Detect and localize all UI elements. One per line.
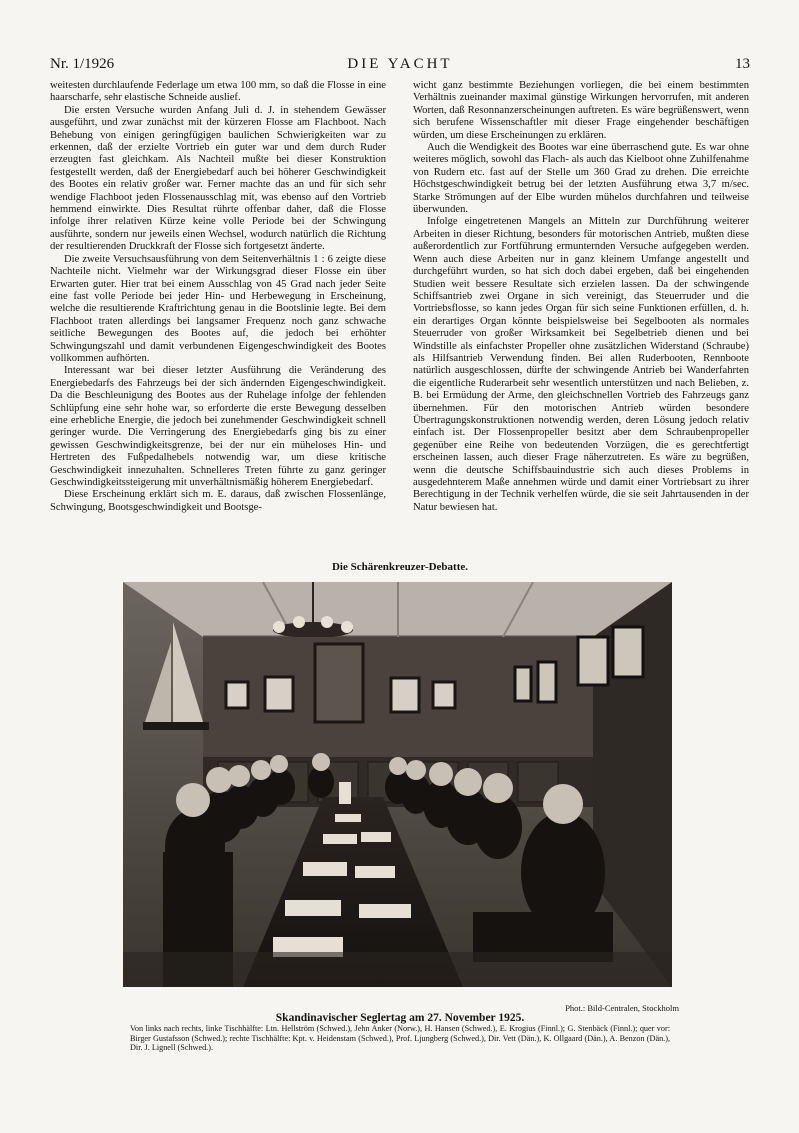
paragraph: Infolge eingetretenen Mangels an Mitteln zur Durchführung weiterer Arbeiten in dieser Richtung, besonders für motorischen Antrieb, mußten diese außerordentlich zur Fortführung ermunternden Versuche aufgegeben werden. Wenn auch diese Arbeiten nur in ganz kleinem Umfange angestellt und durchgeführt wurden, so hat sich doch dabei ergeben, daß bei eingehenden Studien weit bessere Resultate sich erzielen lassen. Da der schwingende Schiffsantrieb zwei Organe in sich vereinigt, das Steuerruder und die Vortriebsflosse, so kann jedes Organ für sich seine Funktionen erfüllen, d. h. ein derartiges Organ könnte beispielsweise bei Segelbooten als normales Steuerruder von großer Wirksamkeit bei Segelbetrieb dienen und bei Windstille als einfachster Propeller ohne zusätzlichen Widerstand (Schraube) als Hilfsantrieb Verwendung finden. Bei allen Ruderbooten, Rennboote natürlich ausgeschlossen, dürfte der schwingende Antrieb bei Wanderfahrten die eigentliche Ruderarbeit sehr wesentlich unterstützen und nach Belieben, z. B. bei Ermüdung der Arme, den gleichschnellen Vortrieb des Fahrzeugs ganz übernehmen. Für den motorischen Antrieb würden besondere Übertragungskonstruktionen notwendig werden, deren Lösung jedoch relativ einfach ist. Der Flossenpropeller besitzt aber dem Schraubenpropeller gegenüber eine Reihe von bedeutenden Vorzügen, die es gerechtfertigt erscheinen lassen, auch dieser Frage näherzutreten. Es wäre zu begrüßen, wenn die deutsche Schiffsbauindustrie sich auch dieses Problems in ausgedehnterem Maße annehmen würde und damit einer Vortriebsart zu ihrer Berechtigung in der Technik verhelfen würde, die sie seit Jahrtausenden in der Natur bewiesen hat.: [413, 216, 749, 513]
page-number: 13: [735, 56, 750, 72]
magazine-title: DIE YACHT: [347, 56, 453, 72]
section-title: Die Schärenkreuzer-Debatte.: [331, 561, 469, 573]
photo-illustration: [123, 582, 672, 987]
photo-caption-title: Skandinavischer Seglertag am 27. November 1925.: [275, 1012, 525, 1024]
page-header: [50, 56, 750, 76]
paragraph: Die zweite Versuchsausführung von dem Seitenverhältnis 1 : 6 zeigte diese Nachteile nicht. Vielmehr war der Wirkungsgrad dieser Flosse ein über Erwarten guter. Hier trat bei einem Ausschlag von 45 Grad nach jeder Seite eine fast volle Periode bei jeder Hin- und Herbewegung in Erscheinung, welche die resultierende Kraftrichtung genau in die Bootslinie legte. Bei dem Flachboot traten allerdings bei langsamer Frequenz noch ganz schwache seitliche Bewegungen des Bootes auf, die jedoch bei erhöhter Schwingungszahl und damit verbundenen Eigengeschwindigkeit des Bootes vollkommen aufhörten.: [50, 253, 386, 364]
paragraph: Die ersten Versuche wurden Anfang Juli d. J. in stehendem Gewässer ausgeführt, und zwar zunächst mit der kürzeren Flosse am Flachboot. Nach Behebung von einigen geringfügigen baulichen Schwierigkeiten war zu erkennen, daß der erzielte Vortrieb ein guter war und dem durch Ruder erzeugten fast gleichkam. Als Nachteil mußte bei dieser Konstruktion festgestellt werden, daß der Energiebedarf auch bei höherer Geschwindigkeit des Bootes ein relativ großer war. Ferner machte das an und für sich sehr wendige Flachboot jeden Flossenausschlag mit, was ebenso auf den Vortrieb hemmend einwirkte. Dies Resultat rührte offenbar daher, daß die Flosse infolge ihrer relativen Kürze keine volle Periode bei der Schwingung ausführte, sondern nur jeweils einen Wechsel, wodurch natürlich die Richtung der resultierenden Druckkraft der Flosse sich fortgesetzt änderte.: [50, 104, 386, 253]
meeting-photo: [123, 582, 672, 987]
paragraph: weitesten durchlaufende Federlage um etwa 100 mm, so daß die Flosse in eine haarscharfe, sehr elastische Schneide auslief.: [50, 80, 386, 104]
issue-number: Nr. 1/1926: [50, 56, 115, 72]
right-column: [413, 80, 749, 514]
paragraph: wicht ganz bestimmte Beziehungen vorliegen, die bei einem bestimmten Verhältnis zueinander maximal günstige Wirkungen hervorrufen, mit anderen Worten, daß Resonnanzerscheinungen auftreten. Es wäre begrüßenswert, wenn sich berufene Wissenschaftler mit dieser Frage eingehender beschäftigen würden, um diese Erscheinungen zu erklären.: [413, 80, 749, 141]
paragraph: Diese Erscheinung erklärt sich m. E. daraus, daß zwischen Flossenlänge, Schwingung, Bootsgeschwindigkeit und Bootsge-: [50, 489, 386, 513]
photo-credit: Phot.: Bild-Centralen, Stockholm: [565, 1003, 679, 1013]
photo-caption-names: Von links nach rechts, linke Tischhälfte: Ltn. Hellström (Schwed.), Jehn Anker (Norw.), H. Hansen (Schwed.), E. Krogius (Finnl.); G. Stenbäck (Finnl.); quer vor: Birger Gustafsson (Schwed.); rechte Tischhälfte: Kpt. v. Heidenstam (Schwed.), Prof. Ljungberg (Schwed.), Dir. Vett (Dän.), K. Ollgaard (Dän.), A. Benzon (Dän.), Dir. J. Lignell (Schwed.).: [130, 1024, 670, 1053]
paragraph: Interessant war bei dieser letzter Ausführung die Veränderung des Energiebedarfs des Fahrzeugs bei der sich ändernden Eigengeschwindigkeit. Da die Beschleunigung des Bootes aus der Ruhelage infolge der fehlenden Schlüpfung eine sehr hohe war, so erforderte die erste Bewegung desselben eine erhebliche Energie, die jedoch bei zunehmender Geschwindigkeit schnell geringer wurde. Die Verringerung des Energiebedarfs ging bis zu einer gewissen Geschwindigkeitsgrenze, bei der nur ein müheloses Hin- und Hertreten des Fußpedalhebels notwendig war, um diese kritische Geschwindigkeit innezuhalten. Schnelleres Treten führte zu ganz geringer Geschwindigkeitssteigerung mit unverhältnismäßig höherem Energiebedarf.: [50, 365, 386, 488]
left-column: [50, 80, 386, 514]
paragraph: Auch die Wendigkeit des Bootes war eine überraschend gute. Es war ohne weiteres möglich, sowohl das Flach- als auch das Kielboot ohne Zuhilfenahme von Rudern etc. fast auf der Stelle um 360 Grad zu drehen. Die erreichte Höchstgeschwindigkeit betrug bei der letzten Ausführung etwa 3,7 m/sec. Starke Strömungen auf der Elbe wurden mühelos durchfahren und teilweise überwunden.: [413, 142, 749, 216]
